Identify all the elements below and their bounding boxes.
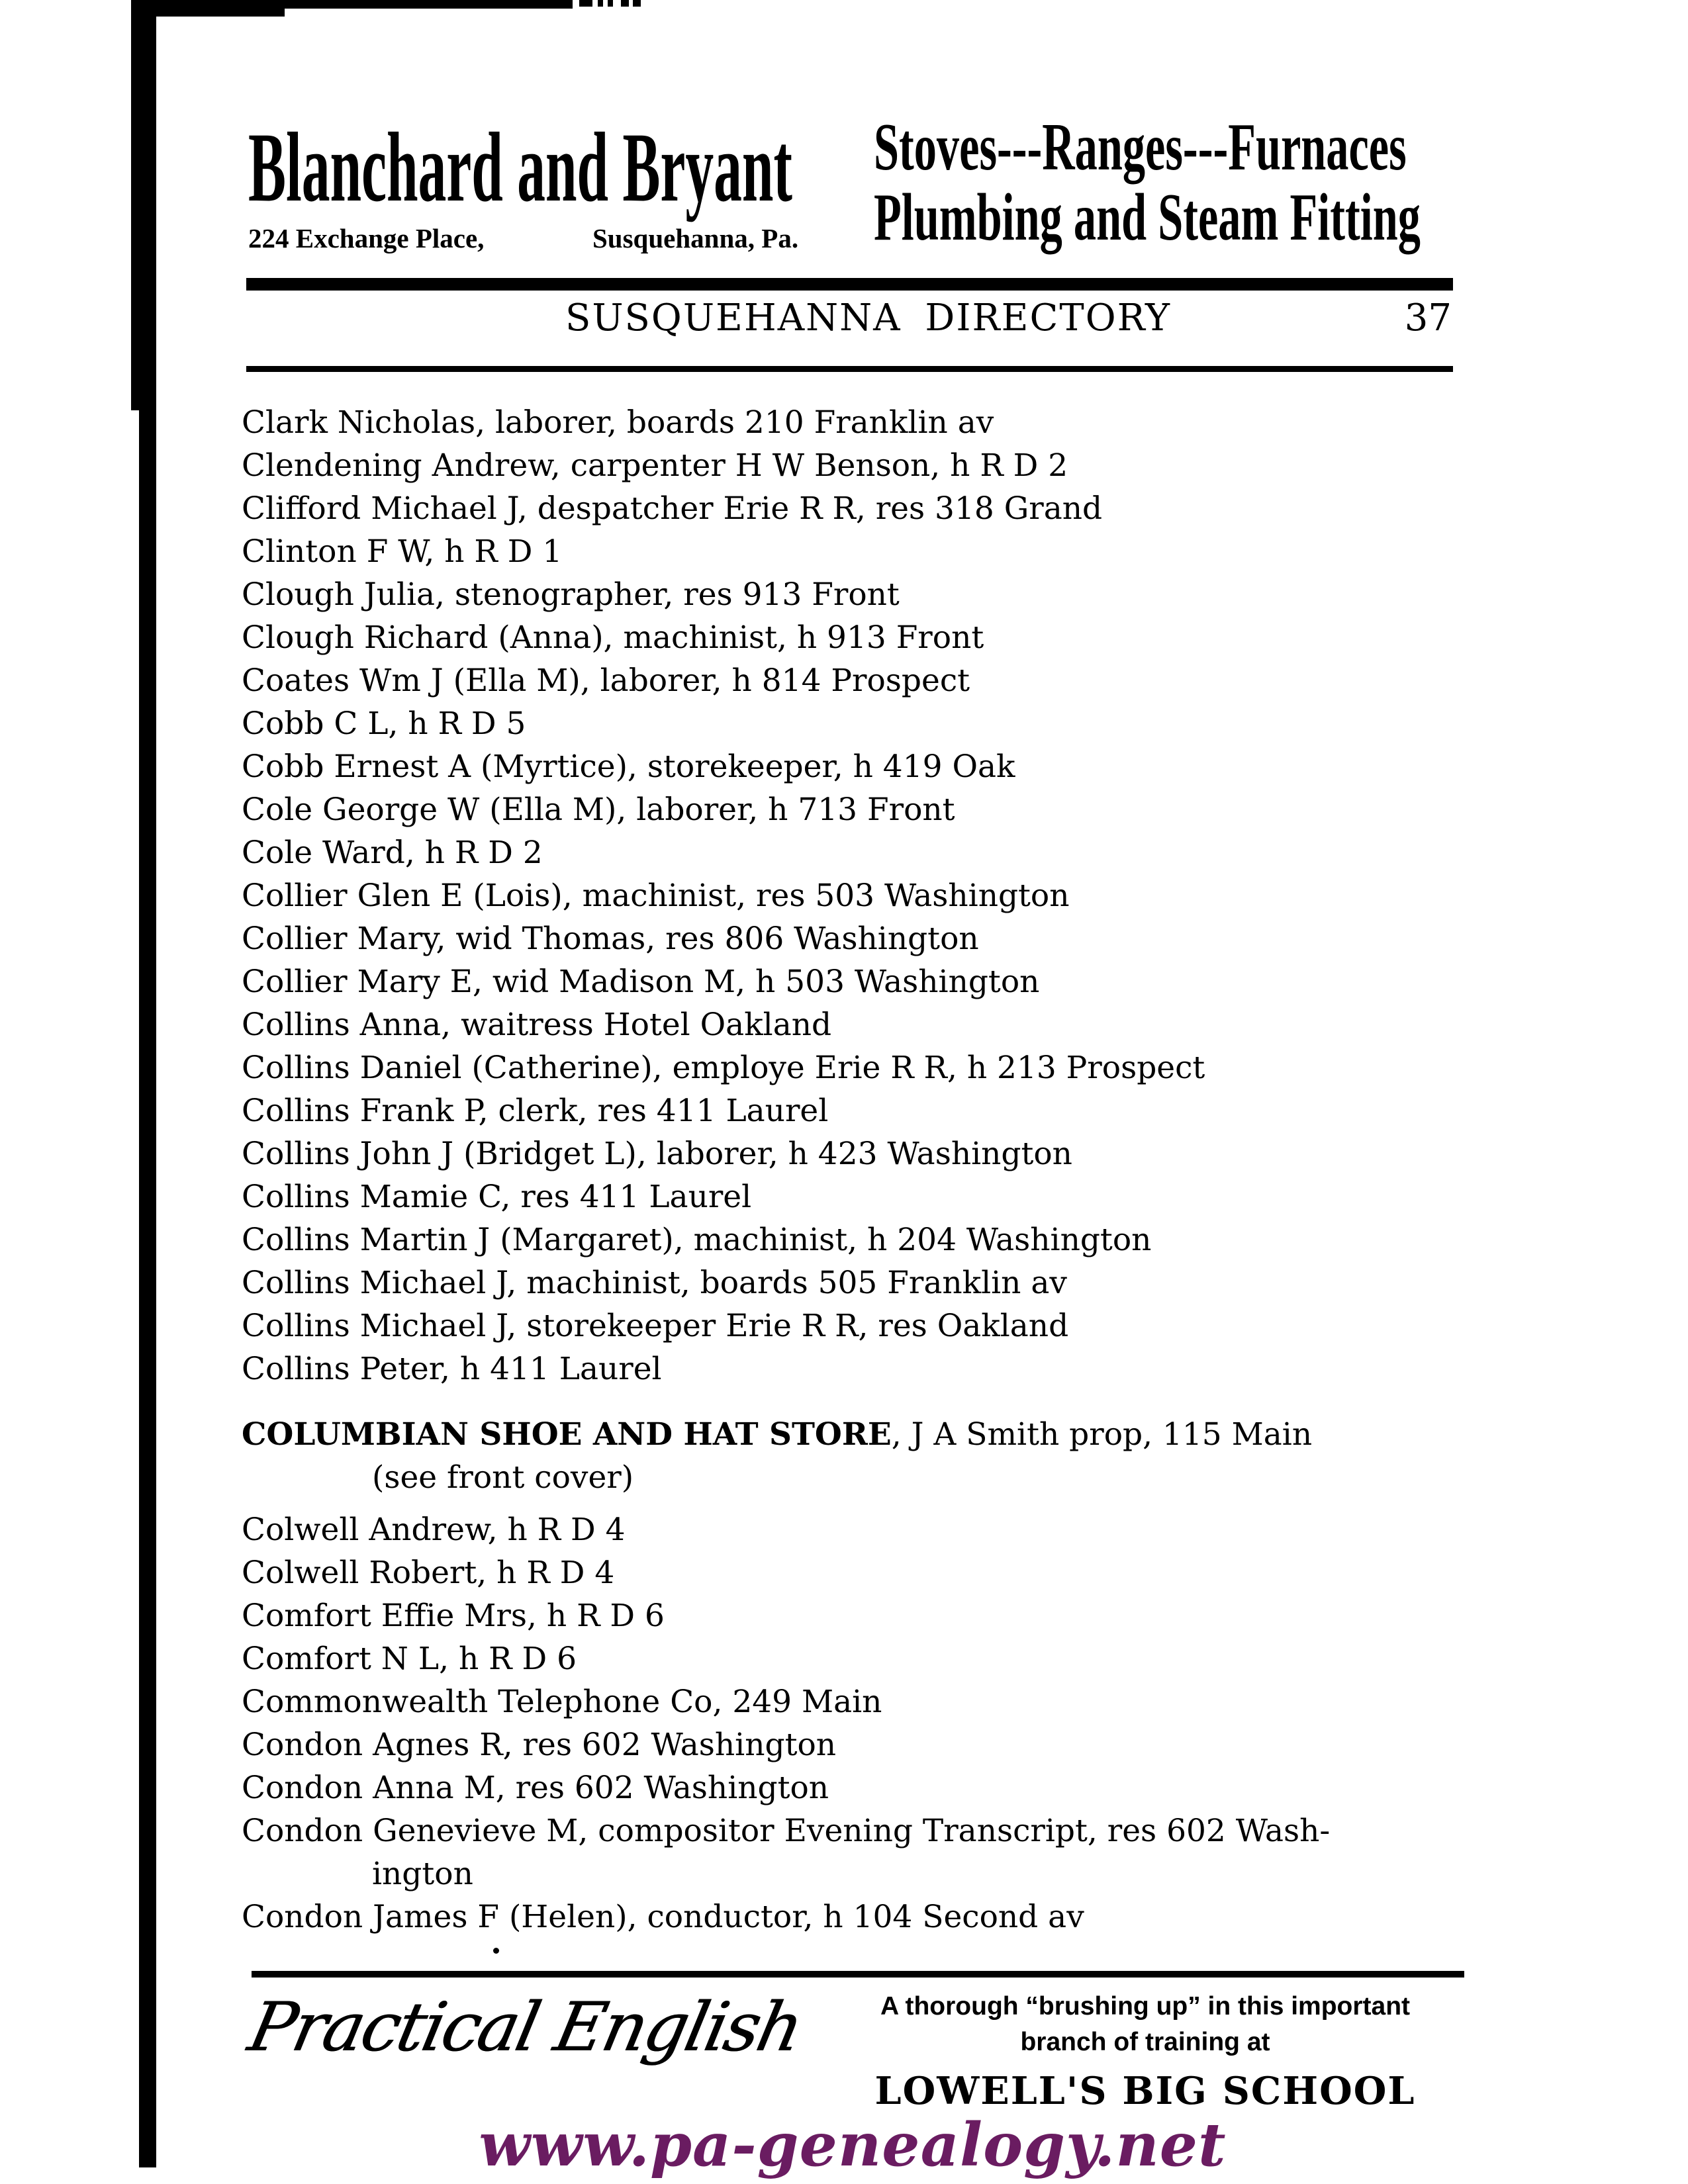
directory-entry: Cobb Ernest A (Myrtice), storekeeper, h 419 Oak — [242, 749, 1015, 785]
watermark-url: www.pa-genealogy.net — [479, 2110, 1227, 2180]
directory-entry: Condon Genevieve M, compositor Evening Transcript, res 602 Wash- ington — [242, 1813, 1331, 1892]
directory-entry: Coates Wm J (Ella M), laborer, h 814 Prospect — [242, 662, 970, 699]
directory-entry: Comfort N L, h R D 6 — [242, 1641, 577, 1677]
footer-school-name: LOWELL'S BIG SCHOOL — [874, 2069, 1416, 2113]
footer-ad-text — [821, 1989, 1470, 2113]
ad-services-line: Plumbing and Steam Fitting — [874, 180, 1421, 255]
scan-artifact-left-bar — [131, 0, 156, 410]
advertiser-address: 224 Exchange Place, — [248, 223, 485, 253]
directory-entry: Condon James F (Helen), conductor, h 104 Second av — [242, 1899, 1084, 1935]
header-rule-thick — [246, 278, 1453, 291]
directory-entry: Collins Frank P, clerk, res 411 Laurel — [242, 1093, 829, 1129]
scan-artifact-dash — [579, 0, 592, 7]
footer-rule — [252, 1971, 1464, 1978]
directory-entry: Cole Ward, h R D 2 — [242, 835, 543, 871]
scan-artifact-dash — [598, 0, 603, 7]
directory-entry: Colwell Andrew, h R D 4 — [242, 1512, 626, 1548]
header-rule-thin — [246, 366, 1453, 372]
scan-artifact-top-corner — [139, 0, 285, 17]
directory-entry: Collins Mamie C, res 411 Laurel — [242, 1179, 752, 1215]
directory-entry: Colwell Robert, h R D 4 — [242, 1555, 615, 1591]
scan-artifact-dash — [621, 0, 629, 7]
directory-entry: Condon Agnes R, res 602 Washington — [242, 1727, 837, 1763]
directory-entry: Collier Mary E, wid Madison M, h 503 Washington — [242, 964, 1040, 1000]
directory-entry: Collins John J (Bridget L), laborer, h 423 Washington — [242, 1136, 1072, 1172]
directory-entry: Clifford Michael J, despatcher Erie R R, res 318 Grand — [242, 490, 1103, 527]
directory-entry: Collins Anna, waitress Hotel Oakland — [242, 1007, 832, 1043]
directory-entry: COLUMBIAN SHOE AND HAT STORE, J A Smith prop, 115 Main (see front cover) — [242, 1416, 1313, 1496]
directory-entry: Comfort Effie Mrs, h R D 6 — [242, 1598, 665, 1634]
ad-products-line: Stoves---Ranges---Furnaces — [874, 110, 1407, 185]
directory-entry: Clinton F W, h R D 1 — [242, 533, 563, 570]
running-head — [246, 296, 1453, 349]
scan-artifact-dash — [608, 0, 613, 7]
directory-entry: Clough Julia, stenographer, res 913 Front — [242, 576, 900, 613]
directory-entry: Cole George W (Ella M), laborer, h 713 Front — [242, 792, 955, 828]
directory-entry: Collier Mary, wid Thomas, res 806 Washington — [242, 921, 979, 957]
footer-ad-line2: branch of training at — [1020, 2028, 1270, 2056]
directory-entry: Collier Glen E (Lois), machinist, res 503 Washington — [242, 878, 1070, 914]
directory-entry: Commonwealth Telephone Co, 249 Main — [242, 1684, 882, 1720]
directory-entry: Clendening Andrew, carpenter H W Benson, h R D 2 — [242, 447, 1068, 484]
directory-entry: Collins Michael J, machinist, boards 505 Franklin av — [242, 1265, 1067, 1301]
practical-english-logo: Practical English — [242, 1988, 808, 2067]
directory-entry: Collins Michael J, storekeeper Erie R R, res Oakland — [242, 1308, 1069, 1344]
page-number: 37 — [1404, 296, 1452, 340]
advertiser-city: Susquehanna, Pa. — [592, 223, 799, 253]
directory-entry: Collins Martin J (Margaret), machinist, h 204 Washington — [242, 1222, 1152, 1258]
scan-artifact-dash — [633, 0, 641, 7]
directory-listing — [242, 401, 1486, 1938]
directory-entry: Clough Richard (Anna), machinist, h 913 Front — [242, 619, 984, 656]
advertiser-name: Blanchard and Bryant — [248, 113, 792, 222]
scan-artifact-left-bar — [139, 410, 156, 2167]
directory-entry: Clark Nicholas, laborer, boards 210 Franklin av — [242, 404, 994, 441]
directory-entry: Condon Anna M, res 602 Washington — [242, 1770, 829, 1806]
directory-entry: Collins Daniel (Catherine), employe Erie R R, h 213 Prospect — [242, 1050, 1205, 1086]
directory-title: SUSQUEHANNA DIRECTORY — [565, 296, 1172, 340]
directory-entry: Collins Peter, h 411 Laurel — [242, 1351, 662, 1387]
scan-artifact-speck — [493, 1948, 499, 1954]
footer-ad-line1: A thorough “brushing up” in this important — [880, 1992, 1411, 2021]
directory-entry: Cobb C L, h R D 5 — [242, 705, 526, 742]
